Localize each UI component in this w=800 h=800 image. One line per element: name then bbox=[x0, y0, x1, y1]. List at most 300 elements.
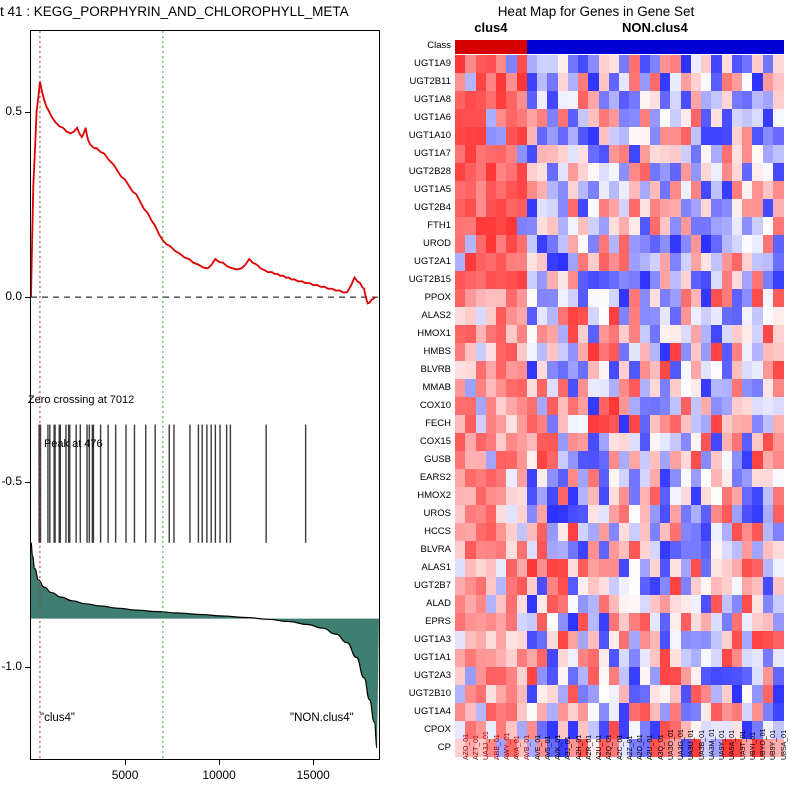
heatmap-cell bbox=[537, 91, 548, 109]
heatmap-cell bbox=[691, 343, 702, 361]
heatmap-cell bbox=[609, 73, 620, 91]
heatmap-cell bbox=[681, 55, 692, 73]
heatmap-cell bbox=[496, 469, 507, 487]
heatmap-cell bbox=[465, 631, 476, 649]
heatmap-cell bbox=[455, 433, 466, 451]
heatmap-cell bbox=[568, 559, 579, 577]
heatmap-cell bbox=[455, 613, 466, 631]
x-axis-tick-label: 5000 bbox=[111, 768, 139, 782]
heatmap-cell bbox=[506, 433, 517, 451]
heatmap-cell bbox=[455, 541, 466, 559]
heatmap-cell bbox=[506, 91, 517, 109]
heatmap-cell bbox=[476, 667, 487, 685]
heatmap-cell bbox=[722, 559, 733, 577]
heatmap-cell bbox=[773, 289, 784, 307]
heatmap-cell bbox=[742, 235, 753, 253]
heatmap-cell bbox=[722, 397, 733, 415]
class-label-non-clus4: NON.clus4 bbox=[622, 20, 688, 35]
heatmap-cell bbox=[670, 505, 681, 523]
heatmap-cell bbox=[547, 397, 558, 415]
heatmap-cell bbox=[496, 145, 507, 163]
heatmap-cell bbox=[476, 397, 487, 415]
sample-column-label: ABB_01 bbox=[493, 734, 501, 760]
heatmap-cell bbox=[722, 703, 733, 721]
heatmap-cell bbox=[506, 613, 517, 631]
heatmap-cell bbox=[455, 559, 466, 577]
heatmap-cell bbox=[640, 577, 651, 595]
heatmap-cell bbox=[691, 145, 702, 163]
heatmap-cell bbox=[517, 379, 528, 397]
heatmap-cell bbox=[599, 145, 610, 163]
heatmap-cell bbox=[763, 91, 774, 109]
heatmap-cell bbox=[640, 649, 651, 667]
heatmap-cell bbox=[486, 505, 497, 523]
heatmap-cell bbox=[506, 451, 517, 469]
heatmap-cell bbox=[455, 253, 466, 271]
heatmap-cell bbox=[742, 91, 753, 109]
heatmap-cell bbox=[496, 667, 507, 685]
heatmap-cell bbox=[701, 703, 712, 721]
heatmap-cell bbox=[486, 325, 497, 343]
heatmap-cell bbox=[568, 235, 579, 253]
heatmap-cell bbox=[578, 361, 589, 379]
heatmap-cell bbox=[681, 505, 692, 523]
heatmap-cell bbox=[640, 451, 651, 469]
heatmap-cell bbox=[455, 415, 466, 433]
heatmap-cell bbox=[711, 109, 722, 127]
heatmap-cell bbox=[619, 595, 630, 613]
heatmap-cell bbox=[619, 235, 630, 253]
heatmap-cell bbox=[681, 703, 692, 721]
heatmap-cell bbox=[588, 109, 599, 127]
heatmap-cell bbox=[496, 595, 507, 613]
heatmap-cell bbox=[732, 451, 743, 469]
heatmap-cell bbox=[486, 91, 497, 109]
gene-row-label: HMBS bbox=[423, 346, 451, 357]
heatmap-cell bbox=[476, 127, 487, 145]
heatmap-cell bbox=[517, 127, 528, 145]
heatmap-cell bbox=[547, 631, 558, 649]
heatmap-cell bbox=[578, 325, 589, 343]
heatmap-cell bbox=[476, 523, 487, 541]
heatmap-cell bbox=[660, 685, 671, 703]
class-bar-cell bbox=[732, 40, 743, 54]
heatmap-cell bbox=[701, 325, 712, 343]
heatmap-cell bbox=[763, 109, 774, 127]
heatmap-cell bbox=[722, 649, 733, 667]
heatmap-cell bbox=[496, 631, 507, 649]
heatmap-cell bbox=[691, 235, 702, 253]
sample-column-label: UA3M_01 bbox=[708, 728, 716, 760]
heatmap-cell bbox=[465, 577, 476, 595]
heatmap-cell bbox=[660, 163, 671, 181]
heatmap-cell bbox=[547, 73, 558, 91]
heatmap-cell bbox=[763, 271, 774, 289]
heatmap-cell bbox=[476, 649, 487, 667]
heatmap-cell bbox=[578, 109, 589, 127]
heatmap-cell bbox=[527, 523, 538, 541]
heatmap-cell bbox=[568, 487, 579, 505]
heatmap-cell bbox=[681, 487, 692, 505]
heatmap-cell bbox=[455, 235, 466, 253]
heatmap-cell bbox=[742, 397, 753, 415]
heatmap-cell bbox=[476, 379, 487, 397]
heatmap-cell bbox=[619, 451, 630, 469]
heatmap-cell bbox=[660, 433, 671, 451]
heatmap-cell bbox=[742, 487, 753, 505]
heatmap-cell bbox=[619, 343, 630, 361]
heatmap-cell bbox=[506, 361, 517, 379]
heatmap-cell bbox=[670, 559, 681, 577]
heatmap-cell bbox=[640, 667, 651, 685]
heatmap-cell bbox=[701, 73, 712, 91]
right-phenotype-label: "NON.clus4" bbox=[290, 712, 354, 724]
heatmap-cell bbox=[578, 289, 589, 307]
heatmap-cell bbox=[455, 469, 466, 487]
y-axis-tick-label: -0.5 bbox=[1, 473, 22, 488]
heatmap-cell bbox=[752, 667, 763, 685]
heatmap-cell bbox=[558, 199, 569, 217]
heatmap-cell bbox=[588, 55, 599, 73]
heatmap-cell bbox=[681, 307, 692, 325]
heatmap-cell bbox=[517, 577, 528, 595]
heatmap-cell bbox=[640, 397, 651, 415]
heatmap-cell bbox=[486, 487, 497, 505]
heatmap-cell bbox=[732, 91, 743, 109]
sample-column-label: AVK_01 bbox=[555, 734, 563, 760]
heatmap-cell bbox=[558, 415, 569, 433]
heatmap-cell bbox=[599, 55, 610, 73]
heatmap-cell bbox=[650, 127, 661, 145]
heatmap-cell bbox=[486, 109, 497, 127]
heatmap-cell bbox=[711, 91, 722, 109]
heatmap-cell bbox=[660, 541, 671, 559]
heatmap-cell bbox=[629, 181, 640, 199]
heatmap-cell bbox=[660, 703, 671, 721]
heatmap-cell bbox=[568, 217, 579, 235]
heatmap-cell bbox=[691, 163, 702, 181]
heatmap-cell bbox=[640, 235, 651, 253]
heatmap-cell bbox=[486, 181, 497, 199]
heatmap-cell bbox=[588, 253, 599, 271]
heatmap-cell bbox=[599, 559, 610, 577]
heatmap-cell bbox=[496, 415, 507, 433]
heatmap-cell bbox=[619, 109, 630, 127]
heatmap-cell bbox=[742, 361, 753, 379]
heatmap-cell bbox=[527, 379, 538, 397]
heatmap-cell bbox=[732, 685, 743, 703]
heatmap-cell bbox=[763, 55, 774, 73]
heatmap-cell bbox=[701, 109, 712, 127]
heatmap-cell bbox=[691, 487, 702, 505]
heatmap-cell bbox=[537, 307, 548, 325]
heatmap-cell bbox=[763, 649, 774, 667]
heatmap-cell bbox=[711, 559, 722, 577]
heatmap-cell bbox=[742, 703, 753, 721]
heatmap-cell bbox=[527, 55, 538, 73]
heatmap-cell bbox=[486, 469, 497, 487]
sample-column-label: UB9Y_01 bbox=[770, 730, 778, 760]
heatmap-cell bbox=[547, 235, 558, 253]
enrichment-score-curve bbox=[31, 82, 375, 304]
heatmap-cell bbox=[691, 109, 702, 127]
heatmap-cell bbox=[650, 289, 661, 307]
heatmap-cell bbox=[558, 379, 569, 397]
gene-row-label: BLVRB bbox=[420, 364, 451, 375]
heatmap-cell bbox=[517, 397, 528, 415]
heatmap-cell bbox=[537, 505, 548, 523]
heatmap-cell bbox=[742, 379, 753, 397]
heatmap-cell bbox=[547, 361, 558, 379]
heatmap-cell bbox=[527, 235, 538, 253]
heatmap-cell bbox=[701, 631, 712, 649]
heatmap-cell bbox=[465, 559, 476, 577]
heatmap-cell bbox=[650, 667, 661, 685]
heatmap-cell bbox=[609, 415, 620, 433]
heatmap-cell bbox=[752, 55, 763, 73]
heatmap-cell bbox=[568, 469, 579, 487]
heatmap-cell bbox=[599, 703, 610, 721]
heatmap-cell bbox=[506, 145, 517, 163]
class-bar-cell bbox=[496, 40, 507, 54]
heatmap-cell bbox=[486, 595, 497, 613]
heatmap-cell bbox=[609, 523, 620, 541]
heatmap-cell bbox=[599, 109, 610, 127]
heatmap-cell bbox=[701, 487, 712, 505]
heatmap-cell bbox=[527, 181, 538, 199]
heatmap-cell bbox=[476, 541, 487, 559]
heatmap-cell bbox=[465, 523, 476, 541]
heatmap-cell bbox=[691, 505, 702, 523]
sample-column-label: A3J_01 bbox=[565, 736, 573, 760]
heatmap-cell bbox=[732, 505, 743, 523]
heatmap-cell bbox=[701, 55, 712, 73]
heatmap-cell bbox=[558, 325, 569, 343]
heatmap-cell bbox=[640, 73, 651, 91]
heatmap-cell bbox=[670, 163, 681, 181]
heatmap-cell bbox=[691, 703, 702, 721]
heatmap-cell bbox=[629, 127, 640, 145]
heatmap-cell bbox=[619, 505, 630, 523]
heatmap-cell bbox=[465, 145, 476, 163]
class-bar-cell bbox=[568, 40, 579, 54]
heatmap-cell bbox=[578, 613, 589, 631]
heatmap-cell bbox=[486, 235, 497, 253]
heatmap-cell bbox=[506, 163, 517, 181]
heatmap-cell bbox=[640, 145, 651, 163]
heatmap-cell bbox=[568, 325, 579, 343]
heatmap-cell bbox=[568, 73, 579, 91]
sample-column-label: AWY_01 bbox=[503, 732, 511, 760]
heatmap-cell bbox=[722, 361, 733, 379]
heatmap-cell bbox=[465, 667, 476, 685]
heatmap-cell bbox=[650, 325, 661, 343]
heatmap-cell bbox=[506, 181, 517, 199]
heatmap-cell bbox=[455, 289, 466, 307]
heatmap-cell bbox=[558, 163, 569, 181]
heatmap-cell bbox=[629, 235, 640, 253]
heatmap-cell bbox=[588, 577, 599, 595]
heatmap-cell bbox=[732, 217, 743, 235]
heatmap-cell bbox=[568, 109, 579, 127]
heatmap-cell bbox=[547, 595, 558, 613]
heatmap-cell bbox=[701, 523, 712, 541]
heatmap-cell bbox=[752, 325, 763, 343]
heatmap-cell bbox=[568, 685, 579, 703]
heatmap-cell bbox=[517, 703, 528, 721]
heatmap-cell bbox=[722, 271, 733, 289]
heatmap-cell bbox=[496, 541, 507, 559]
heatmap-cell bbox=[691, 199, 702, 217]
heatmap-cell bbox=[752, 127, 763, 145]
gene-row-label: FECH bbox=[425, 418, 451, 429]
heatmap-cell bbox=[742, 163, 753, 181]
heatmap-cell bbox=[670, 451, 681, 469]
heatmap-cell bbox=[763, 595, 774, 613]
heatmap-cell bbox=[773, 199, 784, 217]
heatmap-cell bbox=[732, 379, 743, 397]
heatmap-cell bbox=[609, 199, 620, 217]
heatmap-cell bbox=[722, 235, 733, 253]
heatmap-cell bbox=[465, 469, 476, 487]
heatmap-cell bbox=[670, 523, 681, 541]
heatmap-cell bbox=[547, 415, 558, 433]
gene-row-label: UROD bbox=[423, 238, 451, 249]
heatmap-cell bbox=[691, 541, 702, 559]
heatmap-cell bbox=[701, 397, 712, 415]
heatmap-cell bbox=[578, 181, 589, 199]
heatmap-cell bbox=[486, 379, 497, 397]
heatmap-cell bbox=[527, 505, 538, 523]
heatmap-cell bbox=[537, 217, 548, 235]
heatmap-cell bbox=[650, 271, 661, 289]
heatmap-cell bbox=[547, 667, 558, 685]
heatmap-cell bbox=[558, 559, 569, 577]
heatmap-cell bbox=[486, 541, 497, 559]
heatmap-cell bbox=[650, 415, 661, 433]
x-axis-tick-mark bbox=[313, 760, 314, 765]
heatmap-cell bbox=[763, 631, 774, 649]
heatmap-cell bbox=[486, 451, 497, 469]
heatmap-cell bbox=[711, 685, 722, 703]
heatmap-cell bbox=[588, 217, 599, 235]
heatmap-cell bbox=[640, 199, 651, 217]
heatmap-cell bbox=[558, 361, 569, 379]
heatmap-cell bbox=[527, 253, 538, 271]
heatmap-cell bbox=[588, 325, 599, 343]
heatmap-cell bbox=[722, 307, 733, 325]
heatmap-cell bbox=[752, 505, 763, 523]
gene-row-label: PPOX bbox=[424, 292, 451, 303]
gene-row-label: UGT2B7 bbox=[414, 580, 451, 591]
heatmap-cell bbox=[681, 253, 692, 271]
heatmap-cell bbox=[537, 451, 548, 469]
heatmap-cell bbox=[609, 613, 620, 631]
gene-row-label: UGT2A3 bbox=[414, 670, 451, 681]
heatmap-cell bbox=[640, 91, 651, 109]
heatmap-cell bbox=[496, 127, 507, 145]
heatmap-cell bbox=[506, 343, 517, 361]
heatmap-cell bbox=[701, 451, 712, 469]
heatmap-cell bbox=[722, 379, 733, 397]
heatmap-cell bbox=[527, 649, 538, 667]
heatmap-cell bbox=[722, 181, 733, 199]
heatmap-cell bbox=[517, 451, 528, 469]
gene-row-label: UGT1A9 bbox=[414, 58, 451, 69]
heatmap-cell bbox=[650, 559, 661, 577]
heatmap-cell bbox=[629, 343, 640, 361]
class-bar-cell bbox=[476, 40, 487, 54]
heatmap-cell bbox=[773, 73, 784, 91]
heatmap-cell bbox=[711, 343, 722, 361]
heatmap-cell bbox=[660, 235, 671, 253]
heatmap-cell bbox=[660, 487, 671, 505]
class-bar-cell bbox=[609, 40, 620, 54]
heatmap-cell bbox=[660, 145, 671, 163]
gene-row-label: UGT1A7 bbox=[414, 148, 451, 159]
heatmap-cell bbox=[763, 577, 774, 595]
heatmap-cell bbox=[660, 379, 671, 397]
heatmap-cell bbox=[629, 451, 640, 469]
heatmap-cell bbox=[506, 577, 517, 595]
heatmap-cell bbox=[629, 307, 640, 325]
heatmap-cell bbox=[506, 325, 517, 343]
sample-column-label: UBYO_01 bbox=[760, 728, 768, 760]
heatmap-cell bbox=[650, 397, 661, 415]
heatmap-cell bbox=[558, 181, 569, 199]
heatmap-cell bbox=[599, 667, 610, 685]
heatmap-cell bbox=[599, 217, 610, 235]
heatmap-cell bbox=[711, 505, 722, 523]
heatmap-cell bbox=[578, 271, 589, 289]
heatmap-cell bbox=[681, 613, 692, 631]
heatmap-cell bbox=[640, 361, 651, 379]
heatmap-cell bbox=[568, 595, 579, 613]
heatmap-cell bbox=[752, 451, 763, 469]
heatmap-cell bbox=[476, 217, 487, 235]
heatmap-cell bbox=[773, 559, 784, 577]
heatmap-cell bbox=[691, 55, 702, 73]
heatmap-cell bbox=[629, 685, 640, 703]
heatmap-cell bbox=[476, 631, 487, 649]
heatmap-cell bbox=[547, 541, 558, 559]
heatmap-cell bbox=[701, 199, 712, 217]
heatmap-cell bbox=[763, 199, 774, 217]
heatmap-cell bbox=[455, 577, 466, 595]
heatmap-cell bbox=[599, 379, 610, 397]
x-axis-tick-mark bbox=[219, 760, 220, 765]
heatmap-cell bbox=[629, 55, 640, 73]
heatmap-cell bbox=[691, 325, 702, 343]
heatmap-cell bbox=[547, 217, 558, 235]
heatmap-cell bbox=[527, 163, 538, 181]
heatmap-cell bbox=[527, 415, 538, 433]
heatmap-cell bbox=[742, 253, 753, 271]
heatmap-cell bbox=[660, 649, 671, 667]
heatmap-cell bbox=[568, 343, 579, 361]
heatmap-cell bbox=[619, 379, 630, 397]
heatmap-cell bbox=[537, 181, 548, 199]
heatmap-cell bbox=[711, 469, 722, 487]
heatmap-cell bbox=[537, 55, 548, 73]
heatmap-cell bbox=[506, 55, 517, 73]
heatmap-cell bbox=[722, 325, 733, 343]
heatmap-cell bbox=[496, 613, 507, 631]
heatmap-cell bbox=[486, 145, 497, 163]
heatmap-cell bbox=[609, 253, 620, 271]
heatmap-cell bbox=[691, 217, 702, 235]
heatmap-cell bbox=[650, 307, 661, 325]
